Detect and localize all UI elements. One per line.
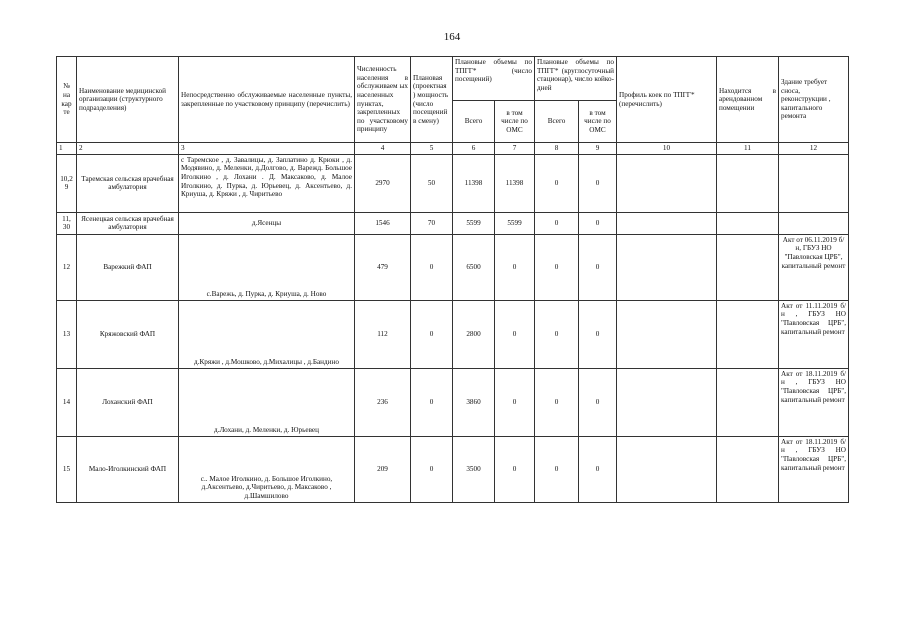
row-number: 14 xyxy=(57,368,77,436)
column-number: 2 xyxy=(77,143,179,155)
column-number: 6 xyxy=(453,143,495,155)
repair-value: Акт от 06.11.2019 б/н, ГБУЗ НО "Павловская ЦРБ", капитальный ремонт xyxy=(779,234,849,300)
beds-total-value: 0 xyxy=(535,368,579,436)
population-value: 2970 xyxy=(355,154,411,212)
table-row xyxy=(57,436,849,502)
beds-oms-value: 0 xyxy=(579,234,617,300)
subheader-visits-total: Всего xyxy=(453,101,495,143)
visits-oms-value: 0 xyxy=(495,300,535,368)
population-value: 236 xyxy=(355,368,411,436)
header-bed-profile: Профиль коек по ТПГГ* (перечислить) xyxy=(617,57,717,143)
beds-oms-value: 0 xyxy=(579,300,617,368)
table-row xyxy=(57,234,849,300)
beds-oms-value: 0 xyxy=(579,154,617,212)
beds-total-value: 0 xyxy=(535,436,579,502)
page-number: 164 xyxy=(443,31,461,43)
row-number: 10,2 9 xyxy=(57,154,77,212)
organization-name: Лоханский ФАП xyxy=(77,368,179,436)
rented-value xyxy=(717,368,779,436)
row-number: 15 xyxy=(57,436,77,502)
settlements-list: с.. Малое Иголкино, д. Большое Иголкино, д.Аксентьево, д.Чиритьево, д. Максаково , д.Шамшилово xyxy=(179,436,355,502)
bed-profile-value xyxy=(617,212,717,234)
capacity-value: 0 xyxy=(411,234,453,300)
rented-value xyxy=(717,154,779,212)
header-settlements: Непосредственно обслуживаемые населенные пункты, закрепленные по участковому принципу (перечислить) xyxy=(179,57,355,143)
beds-oms-value: 0 xyxy=(579,212,617,234)
population-value: 479 xyxy=(355,234,411,300)
capacity-value: 0 xyxy=(411,368,453,436)
beds-oms-value: 0 xyxy=(579,368,617,436)
rented-value xyxy=(717,300,779,368)
column-number: 4 xyxy=(355,143,411,155)
capacity-value: 0 xyxy=(411,436,453,502)
bed-profile-value xyxy=(617,300,717,368)
repair-value: Акт от 18.11.2019 б/н , ГБУЗ НО "Павловская ЦРБ", капитальный ремонт xyxy=(779,436,849,502)
header-population: Численность населения в обслуживаем ых населенных пунктах, закрепленных по участковому принципу xyxy=(355,57,411,143)
capacity-value: 0 xyxy=(411,300,453,368)
rented-value xyxy=(717,436,779,502)
visits-oms-value: 11398 xyxy=(495,154,535,212)
column-number: 1 xyxy=(57,143,77,155)
column-number: 3 xyxy=(179,143,355,155)
visits-oms-value: 0 xyxy=(495,368,535,436)
subheader-beds-total: Всего xyxy=(535,101,579,143)
settlements-list: д.Ясенцы xyxy=(179,212,355,234)
subheader-beds-oms: в том числе по ОМС xyxy=(579,101,617,143)
column-numbers-row xyxy=(57,143,849,155)
beds-total-value: 0 xyxy=(535,154,579,212)
visits-total-value: 5599 xyxy=(453,212,495,234)
visits-oms-value: 0 xyxy=(495,436,535,502)
column-number: 8 xyxy=(535,143,579,155)
row-number: 12 xyxy=(57,234,77,300)
capacity-value: 50 xyxy=(411,154,453,212)
beds-total-value: 0 xyxy=(535,212,579,234)
rented-value xyxy=(717,212,779,234)
column-number: 11 xyxy=(717,143,779,155)
organization-name: Ясенецкая сельская врачебная амбулатория xyxy=(77,212,179,234)
organization-name: Таремская сельская врачебная амбулатория xyxy=(77,154,179,212)
settlements-list: с.Варежь, д. Пурка, д. Криуша, д. Ново xyxy=(179,234,355,300)
population-value: 112 xyxy=(355,300,411,368)
bed-profile-value xyxy=(617,234,717,300)
beds-total-value: 0 xyxy=(535,300,579,368)
column-number: 5 xyxy=(411,143,453,155)
rented-value xyxy=(717,234,779,300)
visits-total-value: 3860 xyxy=(453,368,495,436)
header-repair: Здание требует сноса, реконструкции , капитального ремонта xyxy=(779,57,849,143)
bed-profile-value xyxy=(617,436,717,502)
header-capacity: Плановая (проектная ) мощность (число посещений в смену) xyxy=(411,57,453,143)
repair-value xyxy=(779,212,849,234)
bed-profile-value xyxy=(617,368,717,436)
bed-profile-value xyxy=(617,154,717,212)
row-number: 11, 30 xyxy=(57,212,77,234)
column-number: 12 xyxy=(779,143,849,155)
visits-total-value: 2800 xyxy=(453,300,495,368)
header-organization: Наименование медицинской организации (структурного подразделения) xyxy=(77,57,179,143)
header-visits: Плановые объемы по ТПГГ* (число посещений) xyxy=(453,57,535,101)
settlements-list: д.Лохани, д. Меленки, д. Юрьевец xyxy=(179,368,355,436)
visits-oms-value: 5599 xyxy=(495,212,535,234)
table-row xyxy=(57,212,849,234)
visits-total-value: 3500 xyxy=(453,436,495,502)
subheader-visits-oms: в том числе по ОМС xyxy=(495,101,535,143)
repair-value: Акт от 11.11.2019 б/н , ГБУЗ НО "Павловская ЦРБ", капитальный ремонт xyxy=(779,300,849,368)
settlements-list: д.Кряжи , д.Мошково, д.Михалицы , д.Бандино xyxy=(179,300,355,368)
row-number: 13 xyxy=(57,300,77,368)
column-number: 7 xyxy=(495,143,535,155)
visits-total-value: 6500 xyxy=(453,234,495,300)
header-rented: Находится в арендованном помещении xyxy=(717,57,779,143)
beds-oms-value: 0 xyxy=(579,436,617,502)
organization-name: Варежкий ФАП xyxy=(77,234,179,300)
header-number: № на кар те xyxy=(57,57,77,143)
header-row xyxy=(57,57,849,101)
population-value: 209 xyxy=(355,436,411,502)
settlements-list: с Таремское , д. Завалицы, д. Заплатино д. Крюки , д. Модявино, д. Меленки, д.Долгово, д. Варежд. Большое Иголкино , д. Лохани . Д. Максаково, д. Малое Иголкино, д. Пурка, д. Юрьевец, д. Аксентьево, д. Криуша, д. Кряжи , д. Чиритьево xyxy=(179,154,355,212)
organization-name: Мало-Иголкинский ФАП xyxy=(77,436,179,502)
table-row xyxy=(57,300,849,368)
repair-value xyxy=(779,154,849,212)
facilities-table xyxy=(56,56,849,503)
visits-oms-value: 0 xyxy=(495,234,535,300)
organization-name: Кряжовский ФАП xyxy=(77,300,179,368)
capacity-value: 70 xyxy=(411,212,453,234)
visits-total-value: 11398 xyxy=(453,154,495,212)
column-number: 10 xyxy=(617,143,717,155)
repair-value: Акт от 18.11.2019 б/н , ГБУЗ НО "Павловская ЦРБ", капитальный ремонт xyxy=(779,368,849,436)
table-row xyxy=(57,154,849,212)
header-beds: Плановые объемы по ТПГГ* (круглосуточный стационар), число койко-дней xyxy=(535,57,617,101)
column-number: 9 xyxy=(579,143,617,155)
table-row xyxy=(57,368,849,436)
population-value: 1546 xyxy=(355,212,411,234)
beds-total-value: 0 xyxy=(535,234,579,300)
